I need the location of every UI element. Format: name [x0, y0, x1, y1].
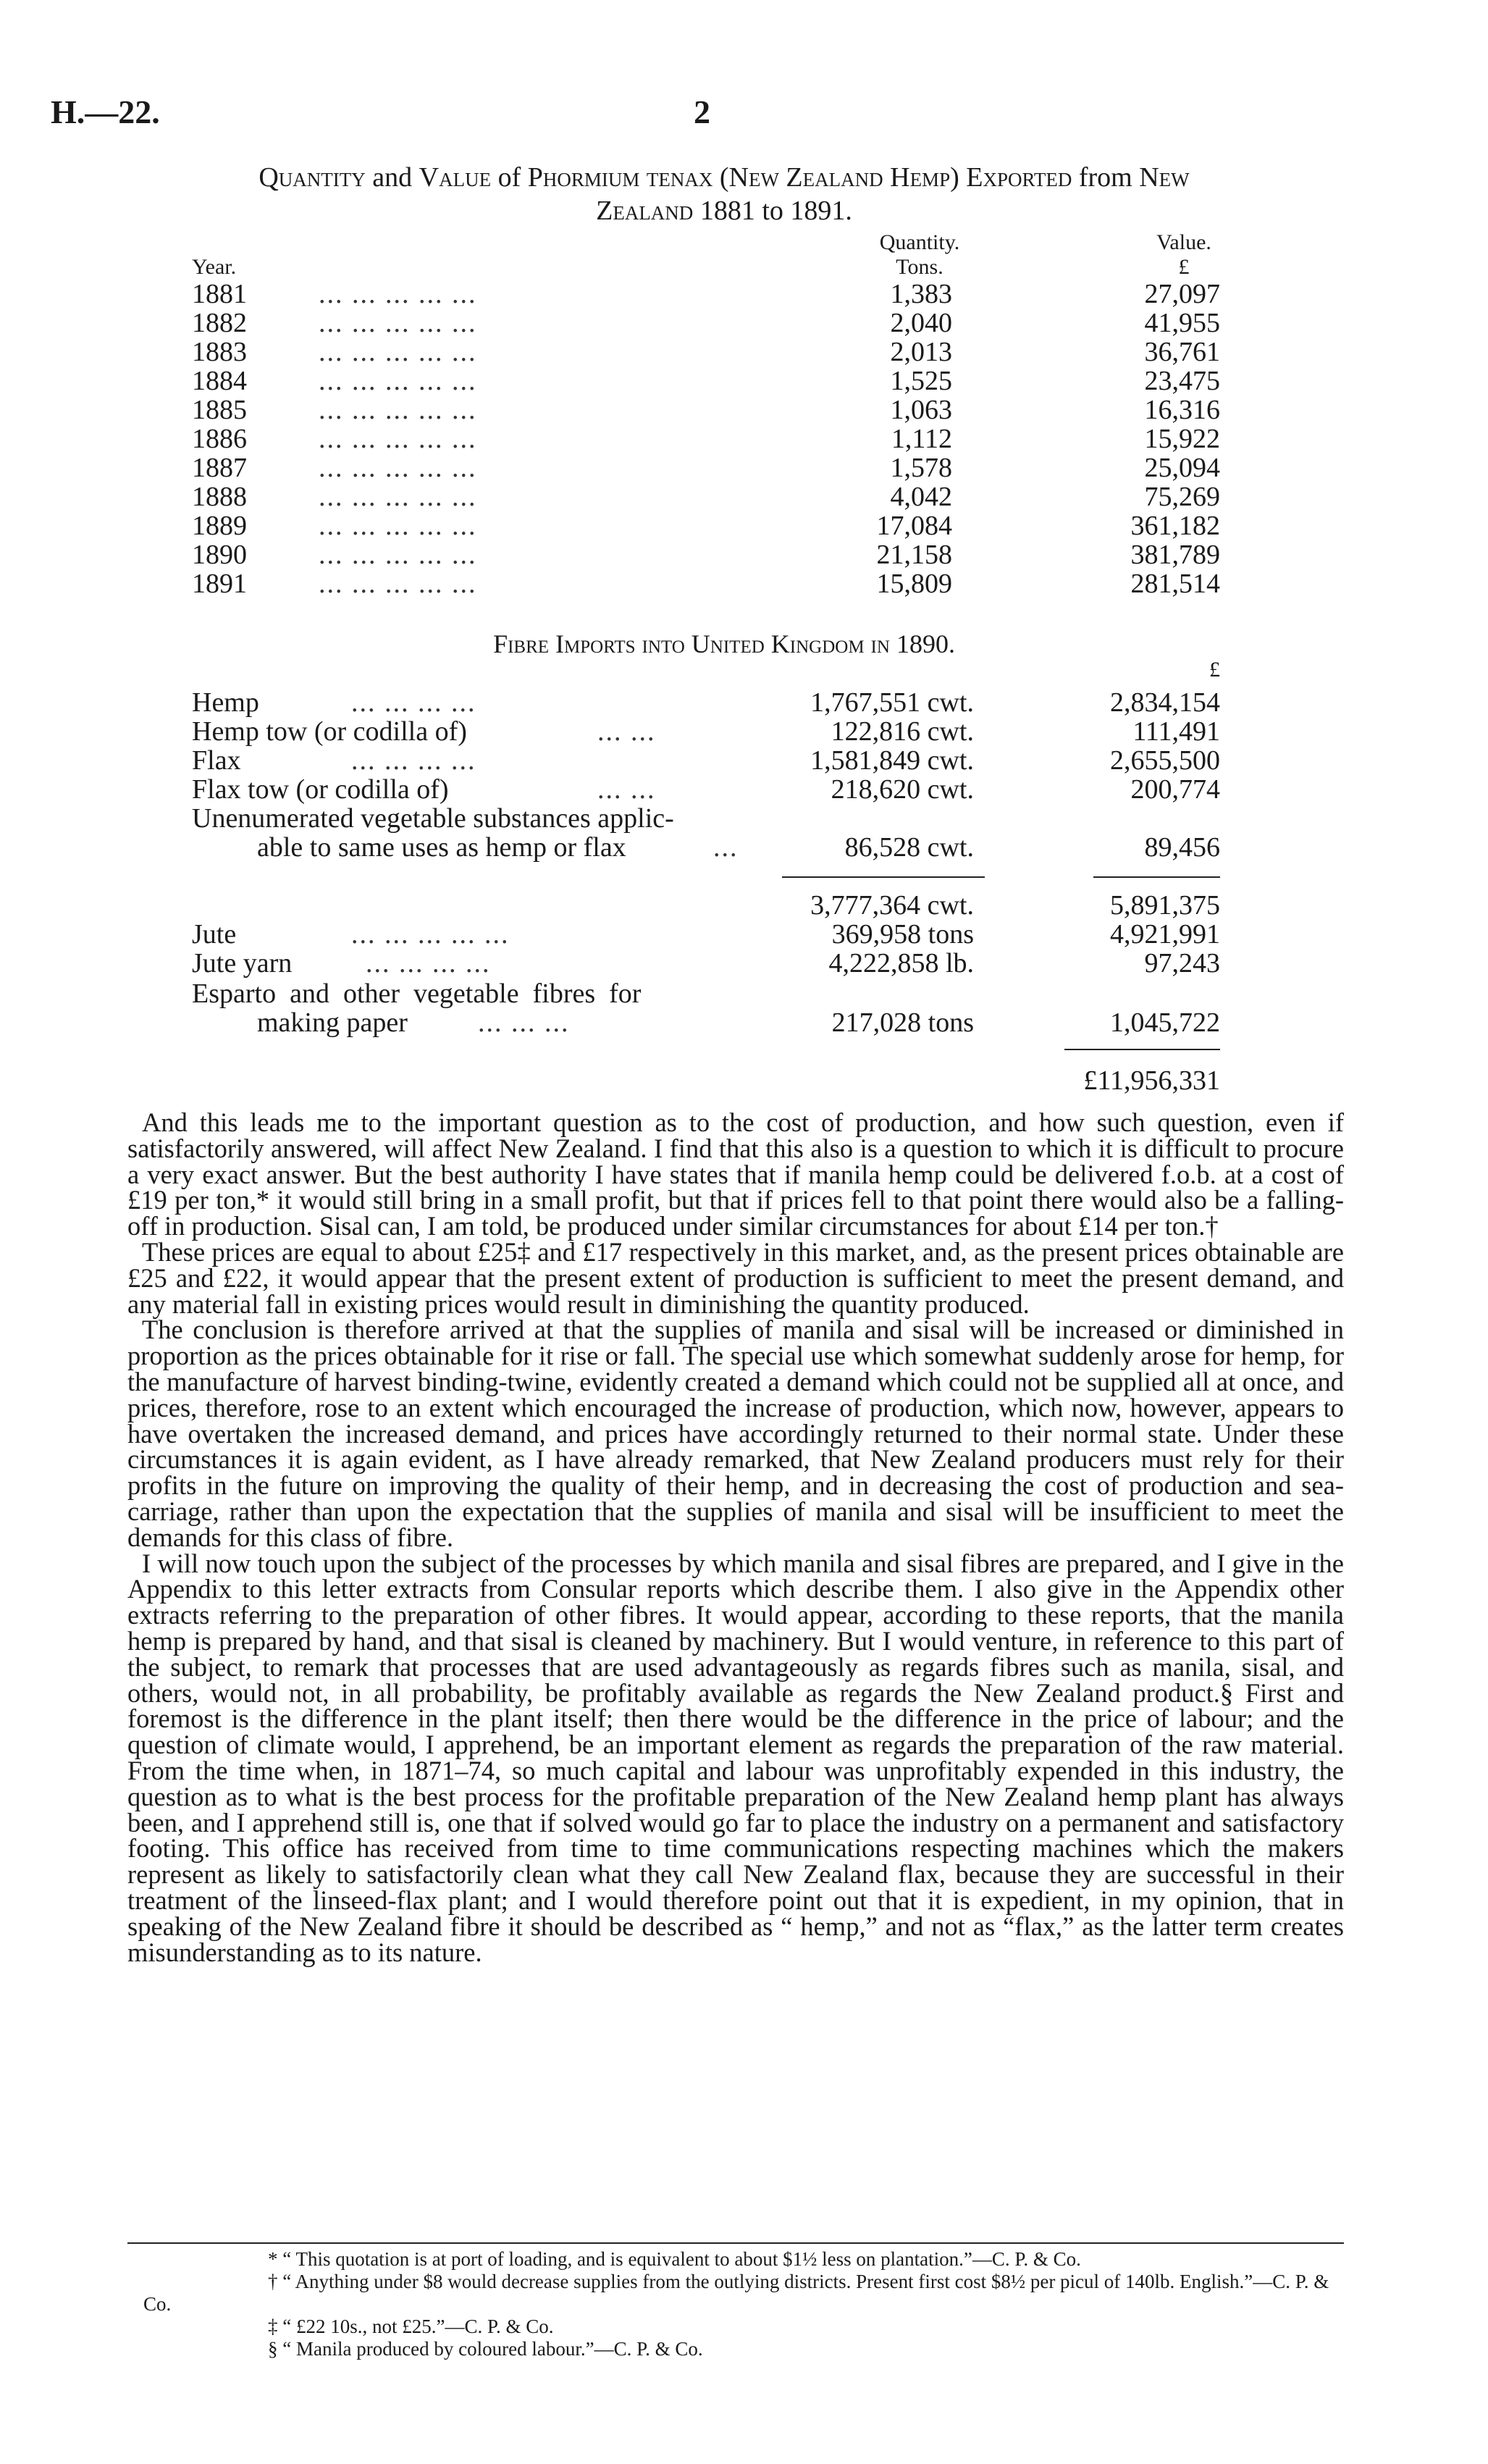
- cell-value: 2,834,154: [1110, 687, 1220, 718]
- cell-value: 36,761: [1144, 337, 1220, 367]
- subtotal-rule: [1093, 876, 1220, 878]
- cell-value: 1,045,722: [1110, 1007, 1220, 1038]
- cell-quantity: 21,158: [876, 540, 952, 570]
- body-text: [127, 1107, 1344, 1967]
- paragraph: These prices are equal to about £25‡ and £17 respectively in this market, and, as the present prices obtainable are £25 and £22, it would appear that the present extent of production is sufficient to meet the present demand, and any material fall in existing prices would result in diminishing the quantity produced.: [127, 1236, 1344, 1319]
- title-word: and: [365, 162, 419, 193]
- cell-quantity: 369,958 tons: [831, 919, 974, 950]
- leader-dots: ... ... ... ... ...: [319, 337, 477, 367]
- leader-dots: ... ... ... ... ...: [319, 453, 477, 483]
- column-header-year: Year.: [192, 255, 237, 279]
- leader-dots: ... ... ... ... ...: [319, 395, 477, 425]
- subtotal-rule: [782, 876, 985, 878]
- cell-year: 1881: [192, 279, 247, 309]
- value-unit: £: [1209, 658, 1220, 682]
- title-word: Fibre Imports into United Kingdom in: [493, 629, 890, 658]
- cell-quantity: 2,013: [890, 337, 952, 367]
- column-header-value: [1137, 230, 1231, 280]
- leader-dots: ... ... ... ... ...: [319, 366, 477, 396]
- table-row: [192, 978, 1220, 1008]
- leader-dots: ...: [713, 832, 739, 863]
- footnote: § “ Manila produced by coloured labour.”—C. P. & Co.: [268, 2338, 703, 2360]
- cell-value: 89,456: [1144, 832, 1220, 863]
- table-row: [192, 539, 1220, 568]
- title-word: Exported: [966, 162, 1072, 193]
- cell-year: 1883: [192, 337, 247, 367]
- cell-quantity: 4,042: [890, 482, 952, 512]
- title-word: New: [1139, 162, 1190, 193]
- leader-dots: ... ... ... ... ...: [351, 919, 510, 950]
- table-row: [192, 423, 1220, 452]
- leader-dots: ... ... ... ... ...: [319, 511, 477, 541]
- cell-quantity: 1,063: [890, 395, 952, 425]
- title-word: from: [1072, 162, 1140, 193]
- leader-dots: ... ...: [597, 774, 656, 805]
- grand-total-value: £11,956,331: [1083, 1065, 1220, 1096]
- leader-dots: ... ... ... ...: [351, 745, 476, 776]
- cell-value: 4,921,991: [1110, 919, 1220, 950]
- footnote: ‡ “ £22 10s., not £25.”—C. P. & Co.: [268, 2316, 554, 2337]
- table-row: [192, 745, 1220, 775]
- title-word: New Zealand Hemp: [728, 162, 951, 193]
- subtotal-row: [192, 889, 1220, 920]
- cell-label: able to same uses as hemp or flax: [257, 832, 626, 863]
- cell-label: Jute yarn: [192, 948, 293, 979]
- cell-quantity: 1,112: [891, 424, 952, 454]
- leader-dots: ... ... ... ...: [366, 948, 491, 979]
- cell-quantity: 2,040: [890, 308, 952, 338]
- cell-label: Jute: [192, 919, 237, 950]
- cell-year: 1882: [192, 308, 247, 338]
- title-word: 1890.: [889, 629, 955, 658]
- subtotal-quantity: 3,777,364 cwt.: [810, 890, 974, 921]
- leader-dots: ... ... ... ... ...: [319, 569, 477, 599]
- table-row: [192, 803, 1220, 833]
- leader-dots: ... ...: [597, 716, 656, 747]
- cell-label: Flax: [192, 745, 241, 776]
- cell-quantity: 15,809: [876, 569, 952, 599]
- cell-value: 41,955: [1144, 308, 1220, 338]
- title-word: Phormium tenax: [527, 162, 713, 193]
- cell-label: Esparto and other vegetable fibres for: [192, 979, 642, 1009]
- cell-year: 1889: [192, 511, 247, 541]
- cell-quantity: 17,084: [876, 511, 952, 541]
- cell-value: 111,491: [1132, 716, 1220, 747]
- cell-value: 97,243: [1144, 948, 1220, 979]
- cell-value: 16,316: [1144, 395, 1220, 425]
- column-header-unit: £: [1178, 255, 1190, 279]
- title-word: 1881 to 1891.: [693, 196, 852, 226]
- cell-year: 1888: [192, 482, 247, 512]
- column-header-label: Value.: [1156, 230, 1211, 254]
- leader-dots: ... ... ... ...: [351, 687, 476, 718]
- cell-year: 1890: [192, 540, 247, 570]
- title-word: Zealand: [596, 196, 694, 226]
- table-row: [192, 278, 1220, 307]
- table-row: [192, 481, 1220, 510]
- table-row: [192, 510, 1220, 539]
- cell-value: 23,475: [1144, 366, 1220, 396]
- table-row: [192, 1007, 1220, 1037]
- cell-value: 25,094: [1144, 453, 1220, 483]
- cell-quantity: 218,620 cwt.: [831, 774, 974, 805]
- cell-label: Hemp tow (or codilla of): [192, 716, 467, 747]
- table-row: [192, 716, 1220, 746]
- table-row: [192, 307, 1220, 336]
- total-rule: [1064, 1049, 1220, 1050]
- leader-dots: ... ... ... ... ...: [319, 540, 477, 570]
- footnote: * “ This quotation is at port of loading, and is equivalent to about $1½ less on plantation.”—C. P. & Co.: [268, 2248, 1081, 2270]
- table-row: [192, 687, 1220, 717]
- cell-label: making paper: [257, 1007, 408, 1038]
- table-row: [192, 947, 1220, 978]
- cell-label: Hemp: [192, 687, 259, 718]
- cell-label: Flax tow (or codilla of): [192, 774, 449, 805]
- table-row: [192, 831, 1220, 862]
- cell-value: 2,655,500: [1110, 745, 1220, 776]
- footnote: † “ Anything under $8 would decrease supplies from the outlying districts. Present first cost $8½ per picul of 140lb. English.”—C. P. & Co.: [143, 2271, 1329, 2315]
- cell-quantity: 4,222,858 lb.: [828, 948, 974, 979]
- cell-quantity: 1,578: [890, 453, 952, 483]
- subtotal-value: 5,891,375: [1110, 890, 1220, 921]
- table-row: [192, 918, 1220, 949]
- cell-value: 281,514: [1130, 569, 1220, 599]
- cell-quantity: 1,383: [890, 279, 952, 309]
- table-row: [192, 336, 1220, 365]
- cell-value: 27,097: [1144, 279, 1220, 309]
- table-row: [192, 394, 1220, 423]
- cell-quantity: 1,525: [890, 366, 952, 396]
- footnote-rule: [127, 2242, 1344, 2244]
- title-word: ): [950, 162, 967, 193]
- column-header-quantity: [847, 230, 992, 280]
- cell-quantity: 1,581,849 cwt.: [810, 745, 974, 776]
- cell-value: 361,182: [1130, 511, 1220, 541]
- table-row: [192, 568, 1220, 597]
- title-word: Value: [419, 162, 492, 193]
- cell-quantity: 1,767,551 cwt.: [810, 687, 974, 718]
- title-word: Quantity: [258, 162, 366, 193]
- leader-dots: ... ... ...: [478, 1007, 570, 1038]
- paragraph: The conclusion is therefore arrived at that the supplies of manila and sisal will be increased or diminished in proportion as the prices obtainable for it rise or fall. The special use which somewhat suddenly arose for hemp, for the manufacture of harvest binding-twine, evidently created a demand which could not be supplied all at once, and prices, therefore, rose to an extent which encouraged the increase of production, which now, however, appears to have overtaken the increased demand, and prices have accordingly returned to their normal state. Under these circumstances it is again evident, as I have already remarked, that New Zealand producers must rely for their profits in the future on improving the quality of their hemp, and in decreasing the cost of production and sea-carriage, rather than upon the expectation that the supplies of manila and sisal will be insufficient to meet the demands for this class of fibre.: [127, 1315, 1344, 1552]
- cell-value: 75,269: [1144, 482, 1220, 512]
- title-word: of: [491, 162, 528, 193]
- cell-quantity: 86,528 cwt.: [844, 832, 974, 863]
- title-word: (: [713, 162, 729, 193]
- table-row: [192, 774, 1220, 804]
- leader-dots: ... ... ... ... ...: [319, 308, 477, 338]
- leader-dots: ... ... ... ... ...: [319, 279, 477, 309]
- cell-label: Unenumerated vegetable substances applic-: [192, 803, 674, 834]
- table1-title: [123, 161, 1325, 227]
- page-number: 2: [694, 93, 710, 130]
- footnotes: [127, 2248, 1344, 2360]
- leader-dots: ... ... ... ... ...: [319, 424, 477, 454]
- grand-total-row: [192, 1065, 1220, 1095]
- cell-year: 1885: [192, 395, 247, 425]
- paragraph: I will now touch upon the subject of the processes by which manila and sisal fibres are prepared, and I give in the Appendix to this letter extracts from Consular reports which describe them. I also give in the Appendix other extracts referring to the preparation of other fibres. It would appear, according to these reports, that the manila hemp is prepared by hand, and that sisal is cleaned by machinery. But I would venture, in reference to this part of the subject, to remark that processes that are used advantageously as regards fibres such as manila, sisal, and others, would not, in all probability, be profitably available as regards the New Zealand product.§ First and foremost is the difference in the plant itself; then there would be the difference in the price of labour; and the question of climate would, I apprehend, be an important element as regards the preparation of the raw material. From the time when, in 1871–74, so much capital and labour was unprofitably expended in this industry, the question as to what is the best process for the profitable preparation of the New Zealand hemp plant has always been, and I apprehend still is, one that if solved would go far to place the industry on a permanent and satisfactory footing. This office has received from time to time communications respecting machines which the makers represent as likely to satisfactorily clean what they call New Zealand flax, because they are successful in their treatment of the linseed-flax plant; and I would therefore point out that it is expedient, in my opinion, that in speaking of the New Zealand fibre it should be described as “ hemp,” and not as “flax,” as the latter term creates misunderstanding as to its nature.: [127, 1548, 1344, 1967]
- table2-title: [123, 629, 1325, 659]
- paragraph: And this leads me to the important question as to the cost of production, and how such question, even if satisfactorily answered, will affect New Zealand. I find that this also is a question to which it is difficult to procure a very exact answer. But the best authority I have states that if manila hemp could be delivered f.o.b. at a cost of £19 per ton,* it would still bring in a small profit, but that if prices fell to that point there would also be a falling-off in production. Sisal can, I am told, be produced under similar circumstances for about £14 per ton.†: [127, 1107, 1344, 1241]
- cell-year: 1884: [192, 366, 247, 396]
- table-row: [192, 365, 1220, 394]
- cell-quantity: 122,816 cwt.: [831, 716, 974, 747]
- cell-value: 200,774: [1130, 774, 1220, 805]
- table-row: [192, 452, 1220, 481]
- cell-quantity: 217,028 tons: [831, 1007, 974, 1038]
- cell-value: 15,922: [1144, 424, 1220, 454]
- column-header-unit: Tons.: [896, 255, 943, 279]
- cell-year: 1887: [192, 453, 247, 483]
- cell-year: 1886: [192, 424, 247, 454]
- document-reference: H.—22.: [51, 93, 160, 130]
- cell-year: 1891: [192, 569, 247, 599]
- column-header-label: Quantity.: [879, 230, 960, 254]
- cell-value: 381,789: [1130, 540, 1220, 570]
- leader-dots: ... ... ... ... ...: [319, 482, 477, 512]
